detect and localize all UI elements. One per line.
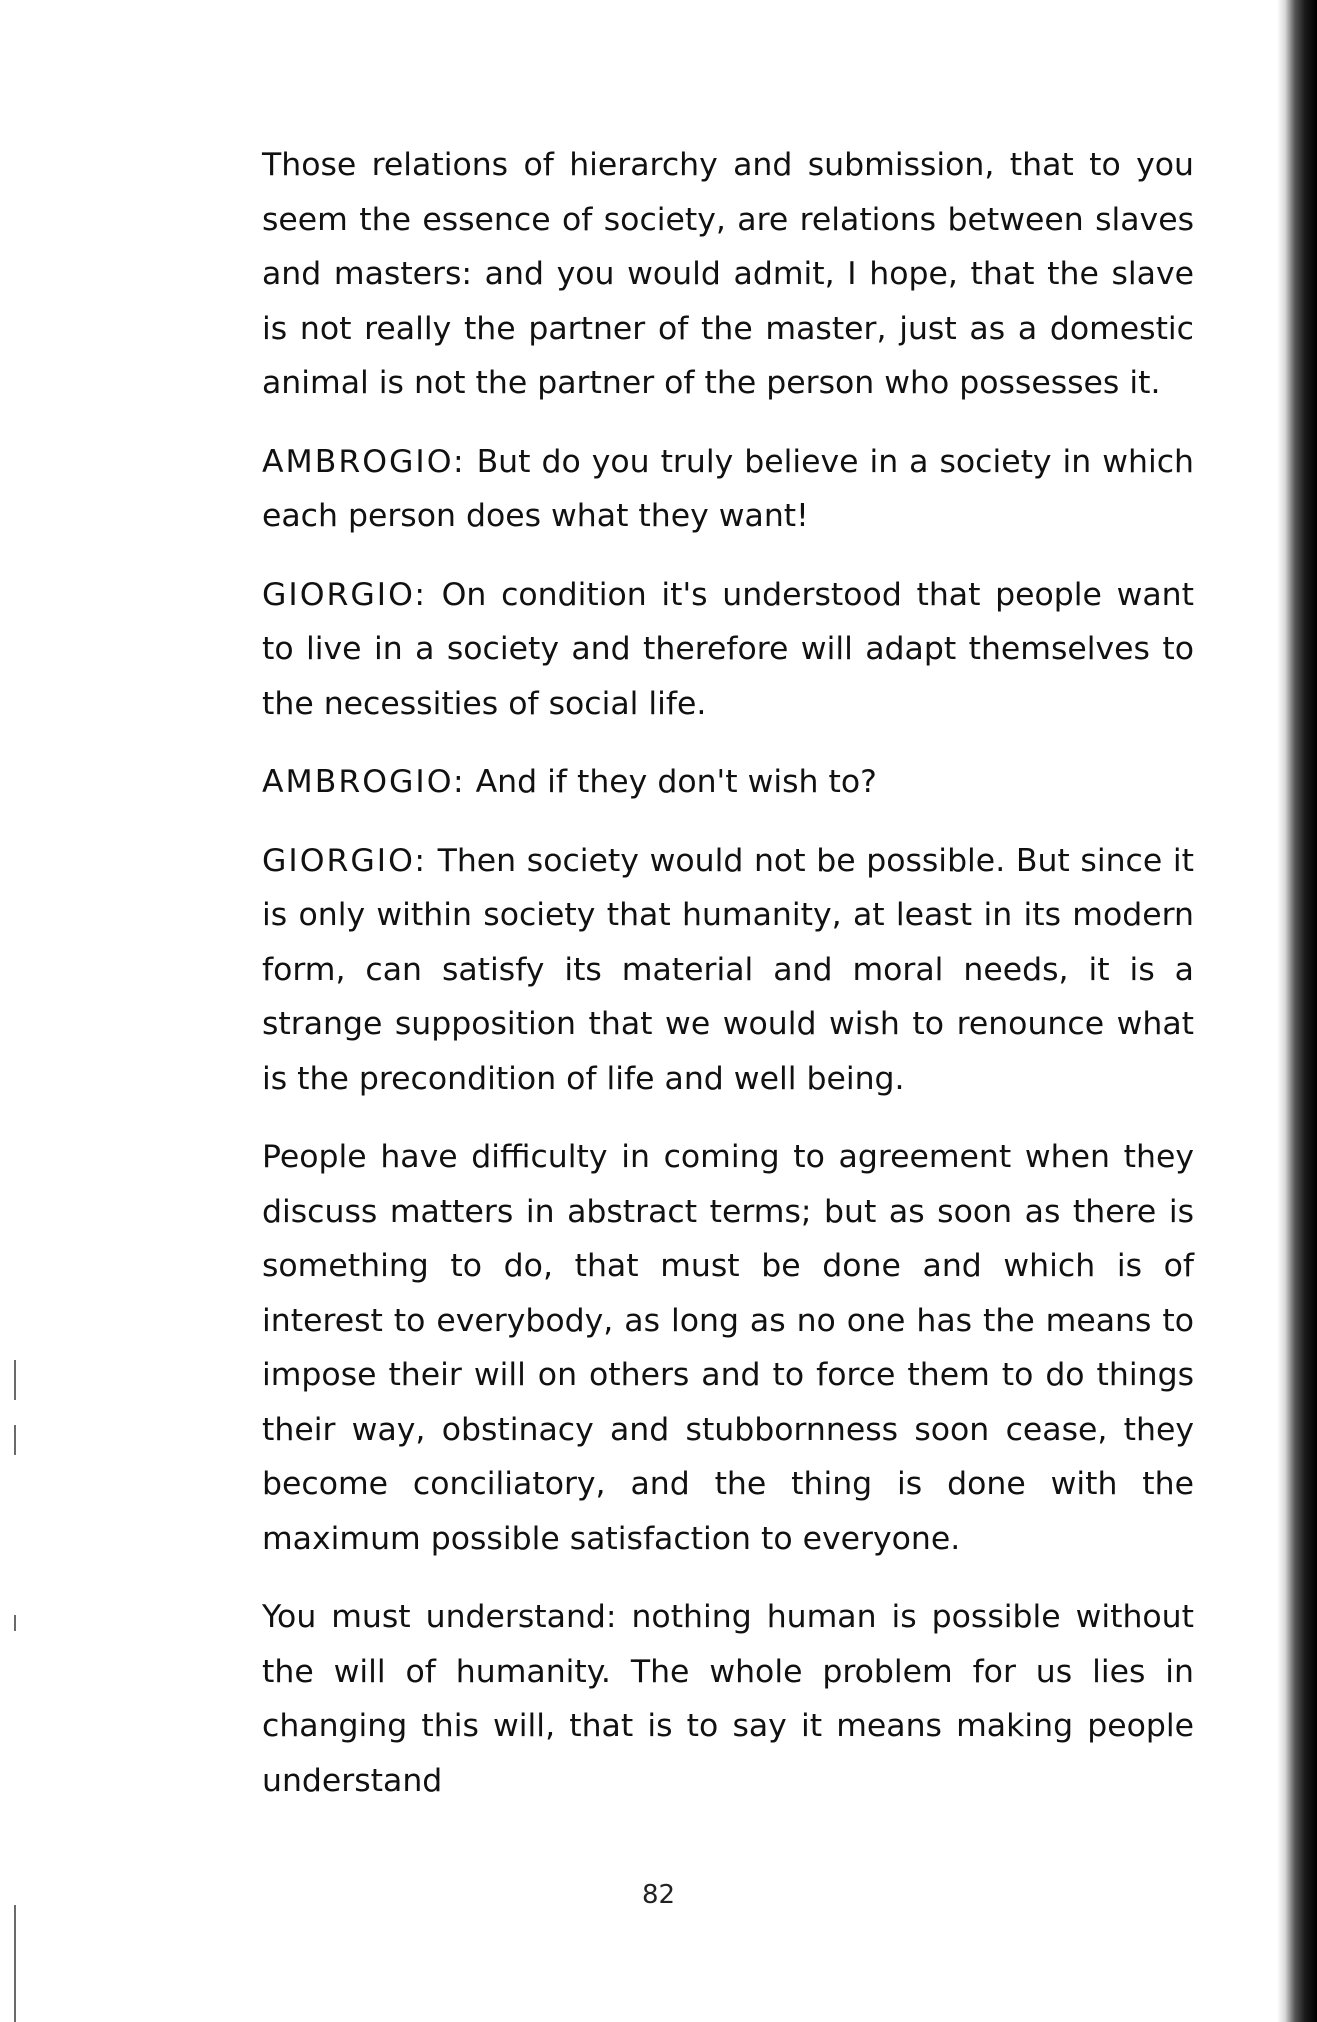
paragraph-text: But do you truly believe in a society in which each person does what they want! [262,443,1195,534]
paragraph [262,1590,1194,1808]
margin-mark [14,1905,16,2022]
speaker-label: GIORGIO: [262,576,427,613]
page-number: 82 [641,1880,676,1910]
paragraph [262,138,1194,411]
paragraph-text: Those relations of hierarchy and submission, that to you seem the essence of society, are relations between slaves and masters: and you would admit, I hope, that the slave is not really the partner of the master, just as a domestic animal is not the partner of the person who possesses it. [262,147,1194,401]
margin-mark [14,1425,16,1455]
paragraph-text: Then society would not be possible. But since it is only within society that humanity, at least in its modern form, can satisfy its material and moral needs, it is a strange supposition that we would wish to renounce what is the precondition of life and well being. [262,842,1195,1097]
paragraph-text: And if they don't wish to? [475,764,877,800]
margin-mark [14,1615,16,1631]
paragraph-text: On condition it's understood that people want to live in a society and therefore will adapt themselves to the necessities of social life. [262,576,1194,722]
dialogue-giorgio [262,568,1194,732]
body-text [262,138,1194,1832]
dialogue-giorgio [262,834,1194,1107]
dialogue-ambrogio [262,755,1194,810]
paragraph-text: People have difficulty in coming to agreement when they discuss matters in abstract terms; but as soon as there is something to do, that must be done and which is of interest to everybody, as long as no one has the means to impose their will on others and to force them to do things their way, obstinacy and stubbornness soon cease, they become conciliatory, and the thing is done with the maximum possible satisfaction to everyone. [262,1139,1194,1557]
paragraph [262,1130,1194,1566]
binding-shadow [1277,0,1317,2022]
speaker-label: GIORGIO: [262,842,427,879]
speaker-label: AMBROGIO: [262,764,466,800]
paragraph-text: You must understand: nothing human is possible without the will of humanity. The whole problem for us lies in changing this will, that is to say it means making people understand [262,1599,1194,1799]
dialogue-ambrogio [262,435,1194,544]
speaker-label: AMBROGIO: [262,443,466,480]
margin-mark [14,1360,16,1400]
